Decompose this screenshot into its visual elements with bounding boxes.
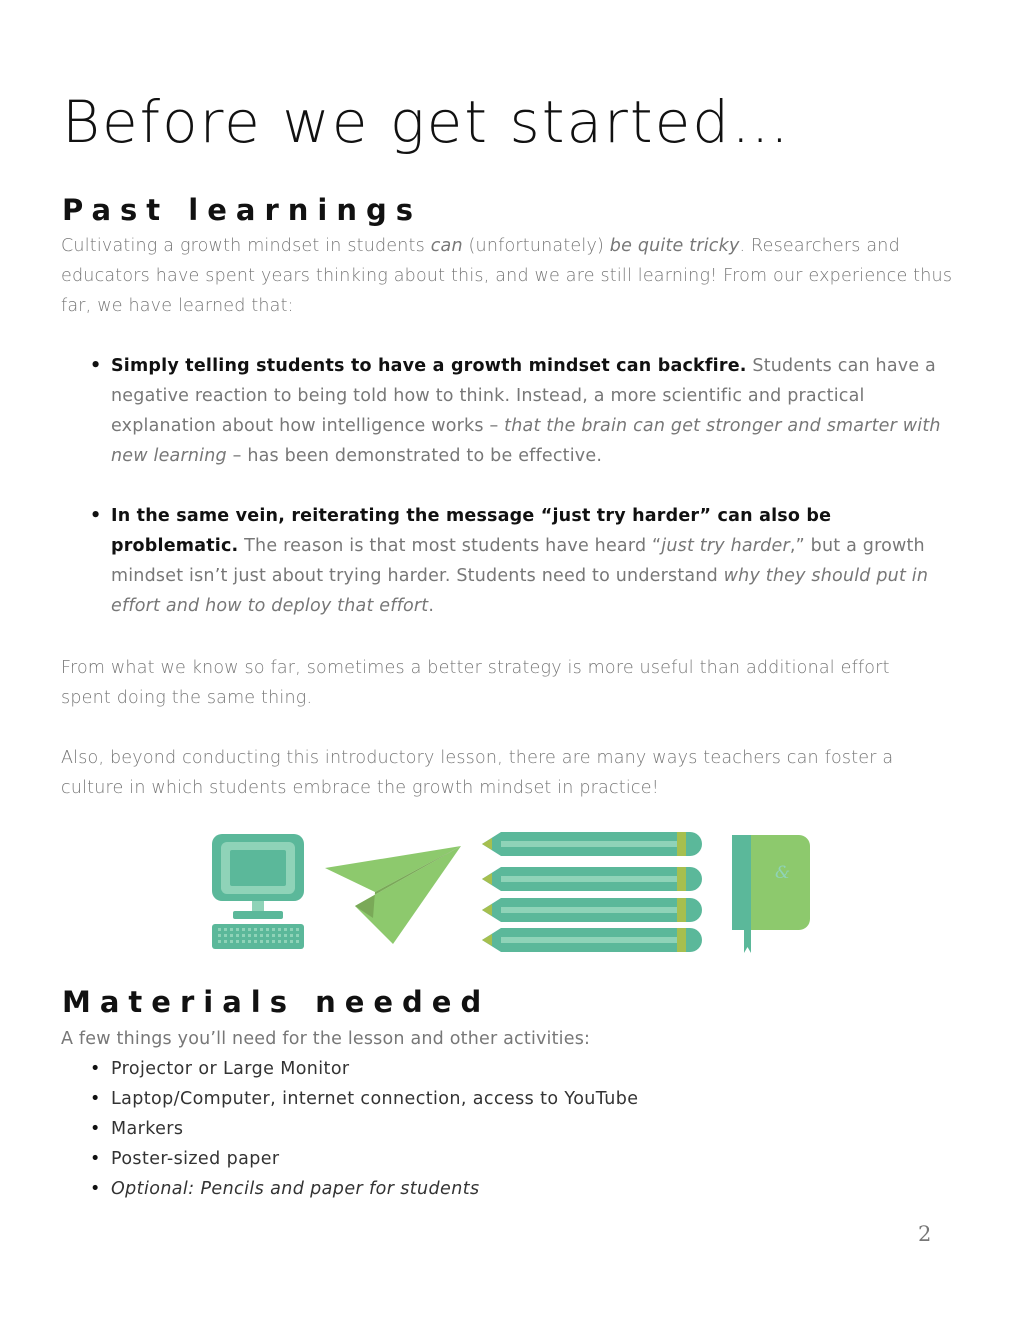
intro-text: (unfortunately) (462, 236, 610, 256)
materials-item-label: Markers (111, 1119, 184, 1139)
culture-paragraph: Also, beyond conducting this introductory lesson, there are many ways teachers can foster a culture in which students embrace the growth mindset in practice! (61, 748, 894, 798)
bullet-icon: • (90, 1149, 101, 1169)
materials-item-label: Projector or Large Monitor (111, 1059, 350, 1079)
learning-point-emphasis: why they should put in effort and how to deploy that effort (111, 566, 929, 616)
pencils-icon (482, 832, 702, 952)
materials-list (90, 1054, 638, 1204)
bullet-icon: • (90, 506, 102, 526)
pencil-icon (482, 898, 702, 922)
notebook-icon (732, 835, 810, 953)
section-heading-materials-needed: Materials needed (62, 985, 491, 1019)
learning-point-text: Students can have a negative reaction to being told how to think. Instead, a more scientific and practical explanation about how intelligence works – (111, 356, 936, 436)
learning-point-bold: Simply telling students to have a growth mindset can backfire. (111, 356, 747, 376)
materials-item (90, 1084, 638, 1114)
learning-point-list-1 (90, 351, 960, 471)
bullet-icon: • (90, 1119, 101, 1139)
intro-emphasis: be quite tricky (609, 236, 740, 256)
materials-item (90, 1174, 638, 1204)
bullet-icon: • (90, 1179, 101, 1199)
learning-point-emphasis: that the brain can get stronger and smarter with new learning (111, 416, 941, 466)
materials-intro: A few things you’ll need for the lesson and other activities: (61, 1029, 591, 1049)
materials-item-label: Optional: Pencils and paper for students (111, 1179, 480, 1199)
learning-point-text: ,” but a growth mindset isn’t just about trying harder. Students need to understand (111, 536, 925, 586)
learning-point-bold: In the same vein, reiterating the message “just try harder” can also be problematic. (111, 506, 832, 556)
intro-text: Cultivating a growth mindset in students (61, 236, 431, 256)
bullet-icon: • (90, 1089, 101, 1109)
notebook-mark: & (775, 863, 791, 883)
learning-point-text: . (428, 596, 435, 616)
materials-item (90, 1144, 638, 1174)
materials-item-label: Poster-sized paper (111, 1149, 280, 1169)
computer-icon (212, 834, 304, 949)
pencil-icon (482, 928, 702, 952)
bullet-icon: • (90, 1059, 101, 1079)
learning-point-list-2 (90, 501, 960, 621)
materials-item-label: Laptop/Computer, internet connection, access to YouTube (111, 1089, 639, 1109)
past-learnings-intro (61, 231, 966, 321)
pencil-icon (482, 832, 702, 856)
intro-text: . Researchers and educators have spent years thinking about this, and we are still learning! From our experience thus far, we have learned that: (61, 236, 953, 316)
section-heading-past-learnings: Past learnings (62, 193, 422, 227)
learning-point-text: The reason is that most students have heard “ (238, 536, 662, 556)
paper-plane-icon (325, 846, 461, 944)
pencil-icon (482, 867, 702, 891)
strategy-paragraph: From what we know so far, sometimes a better strategy is more useful than additional effort spent doing the same thing. (61, 658, 890, 708)
bullet-icon: • (90, 356, 102, 376)
learning-point-try-harder (90, 501, 960, 621)
learning-point-text: – has been demonstrated to be effective. (226, 446, 603, 466)
supplies-illustration (205, 826, 815, 958)
intro-emphasis: can (430, 236, 463, 256)
page-number: 2 (918, 1222, 932, 1246)
materials-item (90, 1114, 638, 1144)
page-title: Before we get started… (62, 88, 792, 156)
learning-point-emphasis: just try harder (661, 536, 790, 556)
learning-point-backfire (90, 351, 960, 471)
materials-item (90, 1054, 638, 1084)
